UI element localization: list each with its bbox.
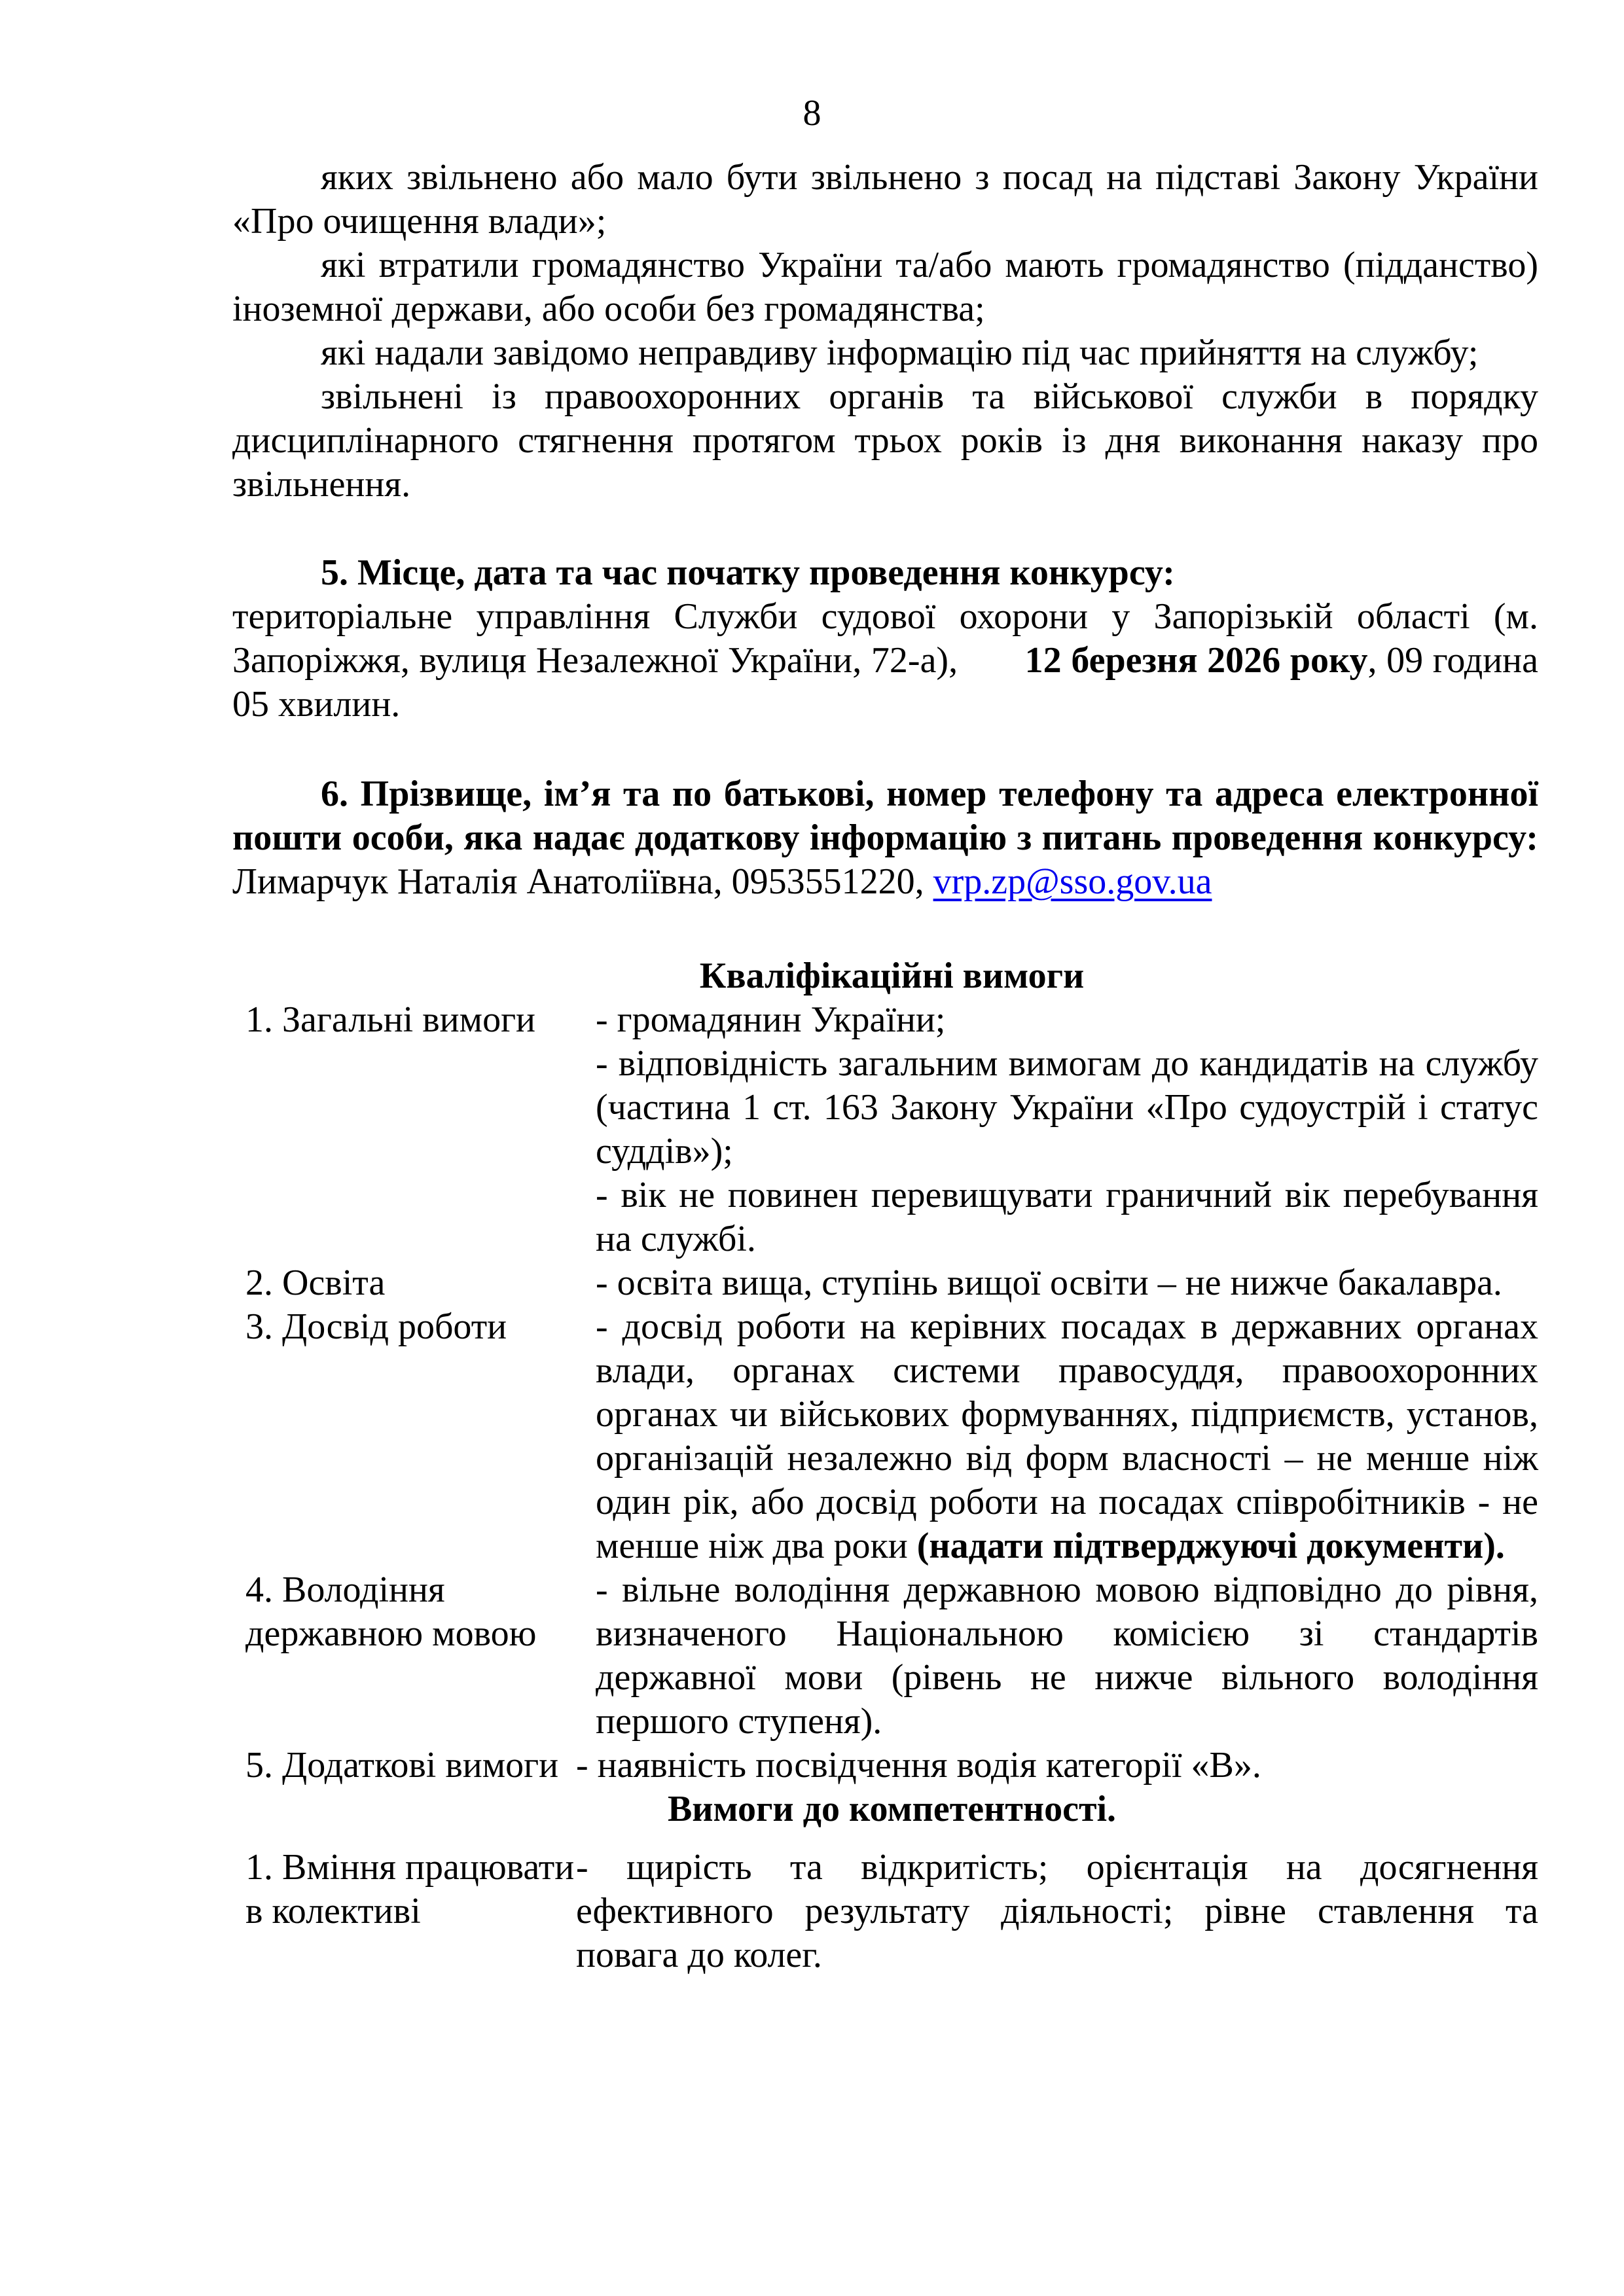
contact-email-link[interactable]: vrp.zp@sso.gov.ua <box>933 861 1212 902</box>
competence-label: 1. Вміння працювати в колективі <box>245 1847 575 1931</box>
requirement-value <box>596 1568 1538 1744</box>
requirement-label: 1. Загальні вимоги <box>245 999 536 1040</box>
competence-value <box>576 1846 1538 1977</box>
contact-phone: 0953551220 <box>731 861 915 902</box>
section-5-location: територіальне управління Служби судової охорони у Запорізькій області (м. Запоріжжя, вулиця Незалежної України, 72-а), <box>232 596 1538 681</box>
section-6-heading: 6. Прізвище, ім’я та по батькові, номер телефону та адреса електронної пошти особи, яка надає додаткову інформацію з питань проведення конкурсу: <box>232 774 1538 858</box>
list-item: які втратили громадянство України та/або мають громадянство (підданство) іноземної держави, або особи без громадянства; <box>232 245 1538 329</box>
requirement-value <box>596 998 1538 1261</box>
requirement-row <box>245 1305 1538 1568</box>
section-5 <box>232 551 1538 726</box>
list-item: звільнені із правоохоронних органів та військової служби в порядку дисциплінарного стягнення протягом трьох років із дня виконання наказу про звільнення. <box>232 376 1538 505</box>
section-6 <box>232 772 1538 904</box>
intro-list <box>232 156 1538 507</box>
section-5-body <box>232 595 1538 726</box>
contact-name: Лимарчук Наталія Анатоліївна <box>232 861 713 902</box>
requirement-label: 2. Освіта <box>245 1263 386 1303</box>
requirement-label: 5. Додаткові вимоги <box>245 1745 559 1785</box>
requirement-item: - освіта вища, ступінь вищої освіти – не нижче бакалавра. <box>596 1263 1502 1303</box>
requirement-item-text: - досвід роботи на керівних посадах в державних органах влади, органах системи правосуддя, правоохоронних органах чи військових формуваннях, підприємств, установ, організацій незалежно від форм власності – не менше ніж один рік, або досвід роботи на посадах співробітників - не менше ніж два роки <box>596 1306 1538 1566</box>
requirement-item: - наявність посвідчення водія категорії «В». <box>576 1745 1261 1785</box>
page-number: 8 <box>803 93 821 134</box>
requirement-row <box>245 1744 1538 1787</box>
requirement-item-note: (надати підтверджуючі документи). <box>916 1526 1505 1566</box>
requirement-label: 4. Володіння державною мовою <box>245 1570 537 1654</box>
competence-item: - щирість та відкритість; орієнтація на досягнення ефективного результату діяльності; рівне ставлення та повага до колег. <box>576 1847 1538 1975</box>
requirement-value <box>596 1261 1538 1305</box>
requirement-item: - вільне володіння державною мовою відповідно до рівня, визначеного Національною комісією зі стандартів державної мови (рівень не нижче вільного володіння першого ступеня). <box>596 1570 1538 1742</box>
section-6-body: 6. Прізвище, ім’я та по батькові, номер телефону та адреса електронної пошти особи, яка надає додаткову інформацію з питань проведення конкурсу: Лимарчук Наталія Анатоліївна, 0953551220, vrp.zp@sso.gov.ua <box>232 774 1538 902</box>
list-item: яких звільнено або мало бути звільнено з посад на підставі Закону України «Про очищення влади»; <box>232 157 1538 242</box>
list-item: які надали завідомо неправдиву інформацію під час прийняття на службу; <box>321 332 1479 373</box>
competence-title: Вимоги до компетентності. <box>667 1789 1117 1829</box>
requirement-row <box>245 1568 1538 1744</box>
requirement-value <box>576 1744 1538 1787</box>
qualification-title: Кваліфікаційні вимоги <box>699 956 1085 996</box>
requirement-value <box>596 1305 1538 1568</box>
requirement-row <box>245 1261 1538 1305</box>
requirement-item: - громадянин України; <box>596 999 946 1040</box>
section-5-date: 12 березня 2026 року <box>1024 640 1368 681</box>
qualification-requirements <box>245 954 1538 1977</box>
requirement-item <box>596 1305 1538 1568</box>
requirement-label: 3. Досвід роботи <box>245 1306 507 1347</box>
requirement-item: - відповідність загальним вимогам до кандидатів на службу (частина 1 ст. 163 Закону України «Про судоустрій і статус суддів»); <box>596 1043 1538 1172</box>
competence-row <box>245 1846 1538 1977</box>
section-5-time: , 09 година 05 хвилин. <box>232 640 1539 725</box>
section-5-heading: 5. Місце, дата та час початку проведення конкурсу: <box>321 552 1175 593</box>
requirement-row <box>245 998 1538 1261</box>
requirement-item: - вік не повинен перевищувати граничний вік перебування на службі. <box>596 1175 1538 1259</box>
